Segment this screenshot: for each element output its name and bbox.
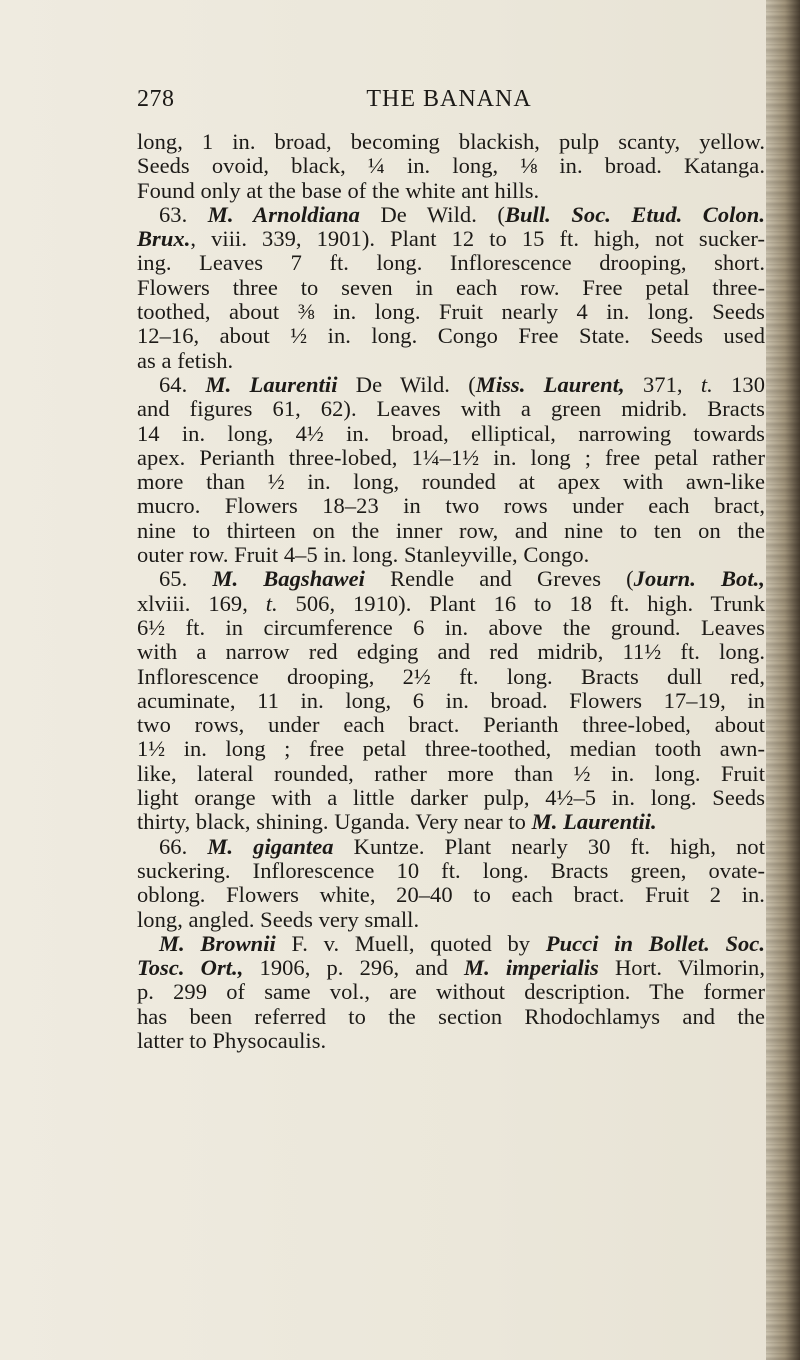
text-line [137, 592, 765, 616]
emphasis-text: M. imperialis [464, 955, 599, 981]
text-run: Found only at the base of the white ant hills. [137, 177, 540, 203]
emphasis-text: M. Laurentii [205, 371, 338, 397]
emphasis-text: M. gigantea [207, 833, 334, 859]
text-line [137, 859, 765, 883]
text-line [137, 1029, 765, 1053]
body-text [137, 130, 765, 1053]
text-run: two rows, under each bract. Perianth three-lobed, about [137, 712, 765, 738]
text-run: , viii. 339, 1901). Plant 12 to 15 ft. high, not sucker- [190, 226, 765, 252]
text-line [137, 1005, 765, 1029]
text-line [137, 494, 765, 518]
text-line [137, 179, 765, 203]
text-run: 12–16, about ½ in. long. Congo Free State. Seeds used [137, 323, 765, 349]
text-run: 1½ in. long ; free petal three-toothed, median tooth awn- [137, 736, 765, 762]
text-line [137, 980, 765, 1004]
text-line [137, 519, 765, 543]
emphasis-text: M. Laurentii. [531, 809, 657, 835]
emphasis-text: Journ. Bot., [633, 566, 765, 592]
emphasis-text: M. Arnoldiana [207, 201, 360, 227]
text-run: Flowers three to seven in each row. Free petal three- [137, 274, 765, 300]
text-run: Rendle and Greves ( [364, 566, 634, 592]
text-line [137, 810, 765, 834]
emphasis-text: M. Bagshawei [212, 566, 365, 592]
text-line [137, 227, 765, 251]
page-number: 278 [137, 86, 175, 112]
text-run: has been referred to the section Rhodochlamys and the [137, 1003, 765, 1029]
text-run: oblong. Flowers white, 20–40 to each bract. Fruit 2 in. [137, 882, 765, 908]
text-run: 6½ ft. in circumference 6 in. above the ground. Leaves [137, 614, 765, 640]
text-line [137, 762, 765, 786]
text-line [137, 786, 765, 810]
text-run: suckering. Inflorescence 10 ft. long. Bracts green, ovate- [137, 857, 765, 883]
text-line [137, 883, 765, 907]
text-line [137, 908, 765, 932]
text-line [137, 324, 765, 348]
text-run: Inflorescence drooping, 2½ ft. long. Bracts dull red, [137, 663, 765, 689]
text-run: and figures 61, 62). Leaves with a green midrib. Bracts [137, 396, 765, 422]
text-run: nine to thirteen on the inner row, and nine to ten on the [137, 517, 765, 543]
text-run: mucro. Flowers 18–23 in two rows under each bract, [137, 493, 765, 519]
text-run: 1906, p. 296, and [243, 955, 465, 981]
text-line [137, 397, 765, 421]
text-line [137, 932, 765, 956]
text-line [137, 203, 765, 227]
text-run: Seeds ovoid, black, ¼ in. long, ⅛ in. broad. Katanga. [137, 153, 765, 179]
text-run: 506, 1910). Plant 16 to 18 ft. high. Trunk [277, 590, 765, 616]
text-line [137, 835, 765, 859]
text-run: Kuntze. Plant nearly 30 ft. high, not [333, 833, 765, 859]
text-run: more than ½ in. long, rounded at apex with awn-like [137, 469, 765, 495]
emphasis-text: M. Brownii [159, 930, 276, 956]
text-run: as a fetish. [137, 347, 234, 373]
text-run: De Wild. ( [359, 201, 505, 227]
emphasis-text: Miss. Laurent, [475, 371, 625, 397]
page-header [137, 86, 761, 118]
text-run: long, 1 in. broad, becoming blackish, pulp scanty, yellow. [137, 129, 765, 154]
text-run: ing. Leaves 7 ft. long. Inflorescence drooping, short. [137, 250, 765, 276]
text-run: 14 in. long, 4½ in. broad, elliptical, narrowing towards [137, 420, 765, 446]
text-run: 65. [159, 566, 213, 592]
text-line [137, 665, 765, 689]
emphasis-text: t. [700, 371, 713, 397]
text-line [137, 470, 765, 494]
text-line [137, 130, 765, 154]
text-line [137, 300, 765, 324]
text-line [137, 567, 765, 591]
text-run: 66. [159, 833, 208, 859]
text-run: light orange with a little darker pulp, 4½–5 in. long. Seeds [137, 785, 765, 811]
emphasis-text: t. [265, 590, 278, 616]
text-line [137, 446, 765, 470]
text-line [137, 373, 765, 397]
text-run: acuminate, 11 in. long, 6 in. broad. Flowers 17–19, in [137, 687, 765, 713]
running-title: THE BANANA [366, 86, 532, 112]
text-run: apex. Perianth three-lobed, 1¼–1½ in. long ; free petal rather [137, 444, 765, 470]
text-line [137, 251, 765, 275]
text-run: like, lateral rounded, rather more than ½ in. long. Fruit [137, 760, 765, 786]
text-line [137, 956, 765, 980]
text-run: outer row. Fruit 4–5 in. long. Stanleyville, Congo. [137, 542, 590, 568]
text-run: F. v. Muell, quoted by [275, 930, 546, 956]
text-line [137, 640, 765, 664]
text-run: Hort. Vilmorin, [598, 955, 766, 981]
text-run: long, angled. Seeds very small. [137, 906, 420, 932]
text-run: 64. [159, 371, 206, 397]
text-line [137, 543, 765, 567]
text-line [137, 616, 765, 640]
text-run: latter to Physocaulis. [137, 1027, 327, 1053]
text-line [137, 689, 765, 713]
text-run: p. 299 of same vol., are without description. The former [137, 979, 765, 1005]
text-line [137, 349, 765, 373]
text-line [137, 713, 765, 737]
emphasis-text: Bull. Soc. Etud. Colon. [504, 201, 766, 227]
text-run: xlviii. 169, [137, 590, 266, 616]
text-line [137, 422, 765, 446]
text-line [137, 154, 765, 178]
text-run: De Wild. ( [337, 371, 476, 397]
text-run: 63. [159, 201, 208, 227]
text-run: 371, [624, 371, 701, 397]
page-edge-shadow [766, 0, 800, 1360]
text-run: with a narrow red edging and red midrib, 11½ ft. long. [137, 639, 765, 665]
text-line [137, 737, 765, 761]
emphasis-text: Tosc. Ort., [137, 955, 244, 981]
emphasis-text: Brux. [137, 226, 191, 252]
emphasis-text: Pucci in Bollet. Soc. [545, 930, 766, 956]
text-line [137, 276, 765, 300]
text-run: toothed, about ⅜ in. long. Fruit nearly 4 in. long. Seeds [137, 299, 765, 325]
text-run: 130 [712, 371, 765, 397]
text-run: thirty, black, shining. Uganda. Very near to [137, 809, 532, 835]
